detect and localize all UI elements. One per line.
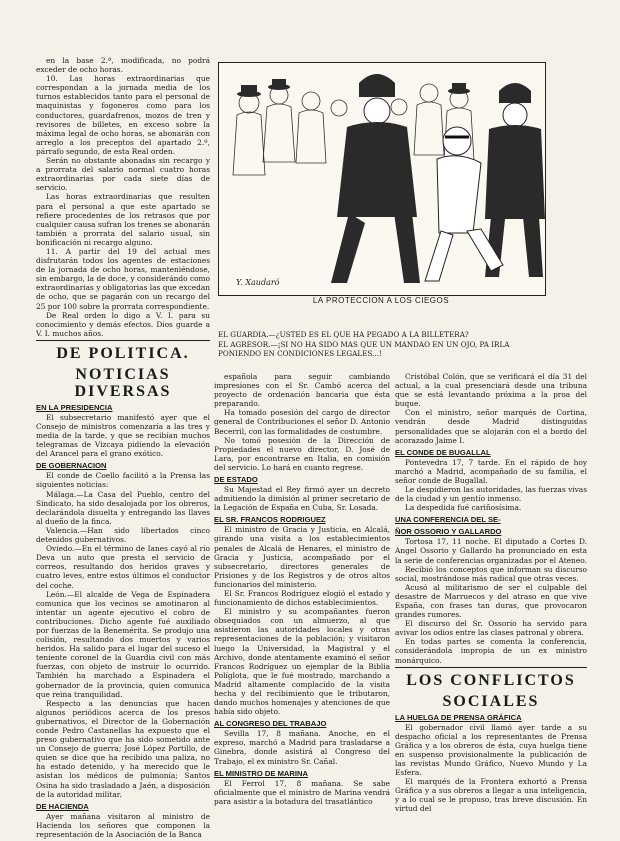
cartoon-dialog [218,330,548,359]
paragraph: El ministro y su acompañantes fueron obsequiados con un almuerzo, al que asistieron las autoridades locales y otras representaciones de la población; y visitaron luego la Universidad, la Magistral y el Archivo, donde atentamente examinó el señor Francos Rodríguez un ejemplar de la Biblia Políglota, que le fué mostrado, marchando a Madrid altamente complacido de la visita hecha y del recibimiento que le tributaron, dando muchos homenajes y atenciones de que había sido objeto. [214,607,390,717]
paragraph: Ayer mañana visitaron al ministro de Hacienda los señores que componen la representación de la Asociación de la Banca [36,811,210,839]
paragraph: Valencia.—Han sido libertados cinco detenidos gubernativos. [36,525,210,545]
dialog-line: EL GUARDIA.—¿USTED ES EL QUE HA PEGADO A LA BILLETERA? [218,330,469,339]
paragraph: El gobernador civil llamó ayer tarde a su despacho oficial a los representantes de Prensa Gráfica y a los obreros de ésta, cuya huelga tiene en suspenso provisionalmente la publicación de las revistas Mundo Gráfico, Nuevo Mundo y La Esfera. [395,722,587,778]
subheading: ÑOR OSSORIO Y GALLARDO [395,527,502,537]
paragraph: Con el ministro, señor marqués de Cortina, vendrán desde Madrid distinguidas personalidades que se alojarán con el a bordo del acorazado Jaime I. [395,408,587,445]
dialog-line: EL AGRESOR.—¡SI NO HA SIDO MAS QUE UN MANDAO EN UN OJO, PA IRLA PONIENDO EN CONDICIONES LEGALES...! [218,339,510,358]
paragraph: Oviedo.—En el término de Ianes cayó al río Deva un auto que presta el servicio de correos, resultando dos heridos graves y cuatro leves, entre estos últimos el conductor del coche. [36,544,210,590]
section-title: NOTICIAS DIVERSAS [74,365,172,400]
paragraph: De Real orden lo digo a V. I. para su conocimiento y demás efectos. Dios guarde a V. I. muchos años. [36,310,210,338]
divider [395,667,587,668]
column-1 [36,56,210,841]
paragraph: La despedida fué cariñosísima. [405,503,522,513]
paragraph: Málaga.—La Casa del Pueblo, centro del Sindicato, ha sido desalojada por los obreros, declarándola disuelta y entregando las llaves al dueño de la finca. [36,489,210,526]
subheading: DE GOBERNACION [36,461,107,471]
paragraph: Recibió los conceptos que informan su discurso social, mostrándose más radical que otras veces. [395,564,587,583]
paragraph: Cristóbal Colón, que se verificará el día 31 del actual, a la cual presenciará desde una tribuna que se está levantando próxima a la proa del buque. [395,372,587,409]
artist-signature: Y. Xaudaró [236,278,280,287]
paragraph: El subsecretario manifestó ayer que el Consejo de ministros comenzaría a las tres y media de la tarde, y que se recibían muchos telegramas de Vizcaya pidiendo la elevación del Arancel para el grano exótico. [36,412,210,459]
paragraph: El marqués de la Frontera exhortó a Prensa Gráfica y a sus obreros a llegar a una inteligencia, y a lo cual se le propuso, tras breve discusión. En virtud del [395,777,587,814]
cartoon-caption: LA PROTECCION A LOS CIEGOS [312,296,450,305]
section-title: LOS CONFLICTOS [406,671,576,689]
paragraph: Sevilla 17, 8 mañana. Anoche, en el expreso, marchó a Madrid para trasladarse a Ginebra, donde asistirá al Congreso del Trabajo, el ex ministro Sr. Cañal. [214,729,390,766]
paragraph: Respecto a las denuncias que hacen algunos periódicos acerca de los presos gubernativos, el Director de la Gobernación conde Pedro Castanellas ha expuesto que el preso gubernativo que ha sido sometido ante un Consejo de guerra; José López Portillo, de quien se dice que ha recibido una paliza, no ha estado detenido, y ha merecido que le asistan los médicos de pulmonía; Santos Osina ha sido trasladado a Jaén, a disposición de la autoridad militar. [36,698,210,799]
paragraph: El conde de Coello facilitó a la Prensa las siguientes noticias: [36,471,210,490]
paragraph: 11. A partir del 19 del actual mes disfrutarán todos los agentes de estaciones de la jornada de ocho horas, manteniéndose, sin embargo, la de doce, y considerándo como extraordinarias y obligatorias las que excedan de ocho, que se pagarán con un recargo del 25 por 100 sobre la prorrata correspondiente. [36,246,210,311]
paragraph: Tortosa 17, 11 noche. El diputado a Cortes D. Angel Ossorio y Gallardo ha pronunciado en esta la serie de conferencias organizadas por el Ateneo. [395,537,587,565]
paragraph: en la base 2.ª, modificada, no podrá exceder de ocho horas. [36,56,210,75]
paragraph: El Sr. Francos Rodríguez elogió el estado y funcionamiento de dichos establecimientos. [214,588,390,608]
subheading: DE ESTADO [214,475,258,485]
paragraph: Pontevedra 17, 7 tarde. En el rápido de hoy marchó a Madrid, acompañado de su familia, el señor conde de Bugallal. [395,457,587,485]
cartoon-drawing [219,63,545,295]
paragraph: 10. Las horas extraordinarias que correspondan a la jornada media de los turnos establecidos tanto para el personal de maquinistas y fogoneros como para los conductores, guardafrenos, mozos de tren y revisores de billetes, en exceso sobre la máxima legal de ocho horas, se abonarán con arreglo a los preceptos del apartado 2.º, párrafo segundo, de esta Real orden. [36,74,210,156]
paragraph: El Ferrol 17, 8 mañana. Se sabe oficialmente que el ministro de Marina vendrá para asistir a la botadura del trasatlántico [214,778,390,806]
paragraph: El ministro de Gracia y Justicia, en Alcalá, girando una visita a los establecimientos penales de Alcalá de Henares, el ministro de Gracia y Justicia, acompañado por el subsecretario, directores generales de Prisiones y de los Registros y de otros altos funcionarios del ministerio. [214,525,390,589]
section-title: DE POLITICA. [56,344,190,362]
section-title: SOCIALES [442,692,540,710]
subheading: EL SR. FRANCOS RODRIGUEZ [214,515,326,525]
subheading: LA HUELGA DE PRENSA GRÁFICA [395,712,522,722]
subheading: UNA CONFERENCIA DEL SE- [395,515,501,525]
paragraph: Acusó al militarismo de ser el culpable del desastre de Marruecos y del atraso en que vive España, con frases tan duras, que provocaron grandes rumores. [395,582,587,620]
paragraph: Le despidieron las autoridades, las fuerzas vivas de la ciudad y un gentío inmenso. [395,485,587,504]
paragraph: Ha tomado posesión del cargo de director general de Contribuciones el señor D. Antonio Becerril, con las formalidades de costumbre. [214,408,390,436]
subheading: AL CONGRESO DEL TRABAJO [214,719,327,729]
paragraph: León.—El alcalde de Vega de Espinadera comunica que los vecinos se amotinaron al intentar un agente ejecutivo el cobro de contribuciones. Dicho agente fué auxiliado por fuerzas de la Benemérita. Se produjo una colisión, resultando dos muertos y varios heridos. Ha salido para el lugar del suceso el teniente coronel de la Guardia civil con más fuerzas, con objeto de instruir lo ocurrido. También ha marchado a Espinadera el gobernador de la provincia, quien comunica que reina tranquilidad. [36,589,210,699]
column-3 [395,372,587,841]
subheading: DE HACIENDA [36,801,89,811]
paragraph: En todas partes se comenta la conferencia, considerándola impropia de un ex ministro monárquico. [395,637,587,665]
column-2 [214,372,390,841]
paragraph: Las horas extraordinarias que resulten para el personal a que este apartado se refiere procedentes de los retrasos que por cualquier causa sufran los trenes se abonarán también a prorrata del salario usual, sin bonificación ni recargo alguno. [36,192,210,247]
subheading: EN LA PRESIDENCIA [36,402,113,412]
paragraph: Su Majestad el Rey firmó ayer un decreto admitiendo la dimisión al primer secretario de la Legación de España en Cuba, Sr. Losada. [214,485,390,513]
subheading: EL CONDE DE BUGALLAL [395,447,491,457]
cartoon-illustration [218,62,546,296]
divider [36,340,210,341]
paragraph: El discurso del Sr. Ossorio ha servido para avivar los odios entre las clases patronal y obrera. [395,619,587,638]
paragraph: española para seguir cambiando impresiones con el Sr. Cambó acerca del proyecto de ordenación bancaria que ésta preparando. [214,372,390,409]
subheading: EL MINISTRO DE MARINA [214,768,308,778]
paragraph: No tomó posesión de la Dirección de Propiedades el nuevo director, D. José de Lara, por encontrarse en Italia, en comisión del servicio. Lo hará en cuanto regrese. [214,435,390,472]
paragraph: Serán no obstante abonadas sin recargo y a prorrata del salario normal cuatro horas extraordinarias por cada siete días de servicio. [36,156,210,193]
